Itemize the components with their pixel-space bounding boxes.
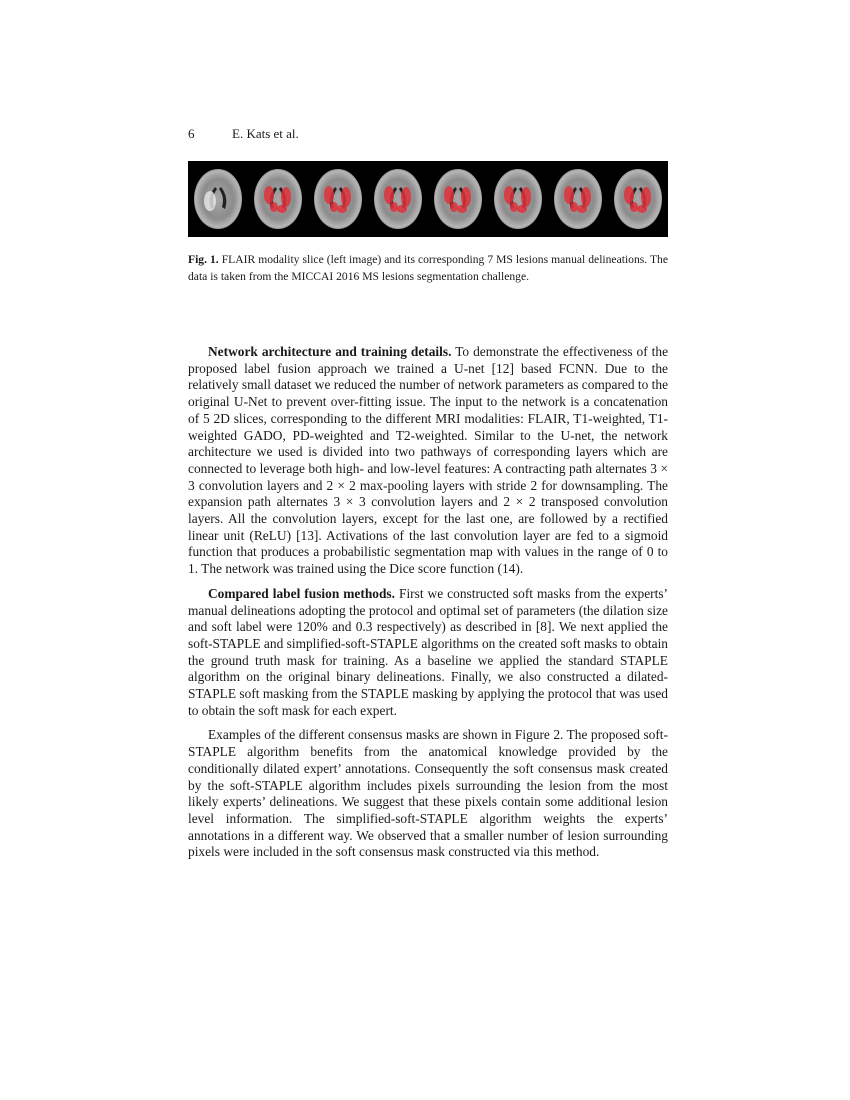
- delineation-panel: [494, 169, 542, 229]
- runin-heading: Compared label fusion methods.: [208, 585, 395, 601]
- paragraph-text: Examples of the different consensus masks are shown in Figure 2. The proposed soft-STAPLE algorithm benefits from the anatomical knowledge provided by the conditionally dilated expert’ annotations. Consequently the soft consensus mask created by the soft-STAPLE algorithm includes pixels surrounding the lesion from the most likely experts’ delineations. We suggest that these pixels contain some additional lesion level information. The simplified-soft-STAPLE algorithm weights the experts’ annotations in a different way. We observed that a smaller number of lesion surrounding pixels were included in the soft consensus mask constructed via this method.: [188, 727, 668, 860]
- runin-heading: Network architecture and training details.: [208, 344, 452, 359]
- delineation-panel: [554, 169, 602, 229]
- page-number: 6: [188, 126, 195, 141]
- body-text: [188, 344, 668, 869]
- delineation-panel: [434, 169, 482, 229]
- delineation-panel: [254, 169, 302, 229]
- running-title: E. Kats et al.: [232, 126, 299, 141]
- figure-1-caption: [188, 252, 668, 285]
- figure-1-image-strip: [188, 161, 668, 237]
- delineation-panel: [314, 169, 362, 229]
- paragraph-label-fusion-methods: [188, 586, 668, 720]
- paragraph-network-architecture: [188, 344, 668, 578]
- paragraph-text: First we constructed soft masks from the experts’ manual delineations adopting the protocol and optimal set of parameters (the dilation size and soft label were 120% and 0.3 respectively) as described in [8]. We next applied the soft-STAPLE and simplified-soft-STAPLE algorithms on the created soft masks to obtain the ground truth mask for training. As a baseline we applied the standard STAPLE algorithm on the original binary delineations. Finally, we also constructed a dilated-STAPLE soft masking from the STAPLE masking by applying the protocol that was used to obtain the soft mask for each expert.: [188, 585, 668, 718]
- paragraph-text: To demonstrate the effectiveness of the proposed label fusion approach we trained a U-net [12] based FCNN. Due to the relatively small dataset we reduced the number of network parameters as compared to the original U-Net to prevent over-fitting issue. The input to the network is a concatenation of 5 2D slices, corresponding to the different MRI modalities: FLAIR, T1-weighted, T1-weighted GADO, PD-weighted and T2-weighted. Similar to the U-net, the network architecture we used is divided into two pathways of corresponding layers which are connected to leverage both high- and low-level features: A contracting path alternates 3 × 3 convolution layers and 2 × 2 max-pooling layers with stride 2 for downsampling. The expansion path alternates 3 × 3 convolution layers and 2 × 2 transposed convolution layers. All the convolution layers, except for the last one, are followed by a rectified linear unit (ReLU) [13]. Activations of the last convolution layer are fed to a sigmoid function that produces a probabilistic segmentation map with values in the range of 0 to 1. The network was trained using the Dice score function (14).: [188, 344, 669, 577]
- paragraph-consensus-examples: [188, 727, 668, 861]
- flair-slice-panel: [194, 169, 242, 229]
- caption-text: FLAIR modality slice (left image) and its corresponding 7 MS lesions manual delineations. The data is taken from the MICCAI 2016 MS lesions segmentation challenge.: [188, 253, 668, 283]
- figure-label: Fig. 1.: [188, 253, 219, 266]
- running-header: [188, 126, 299, 142]
- delineation-panel: [374, 169, 422, 229]
- delineation-panel: [614, 169, 662, 229]
